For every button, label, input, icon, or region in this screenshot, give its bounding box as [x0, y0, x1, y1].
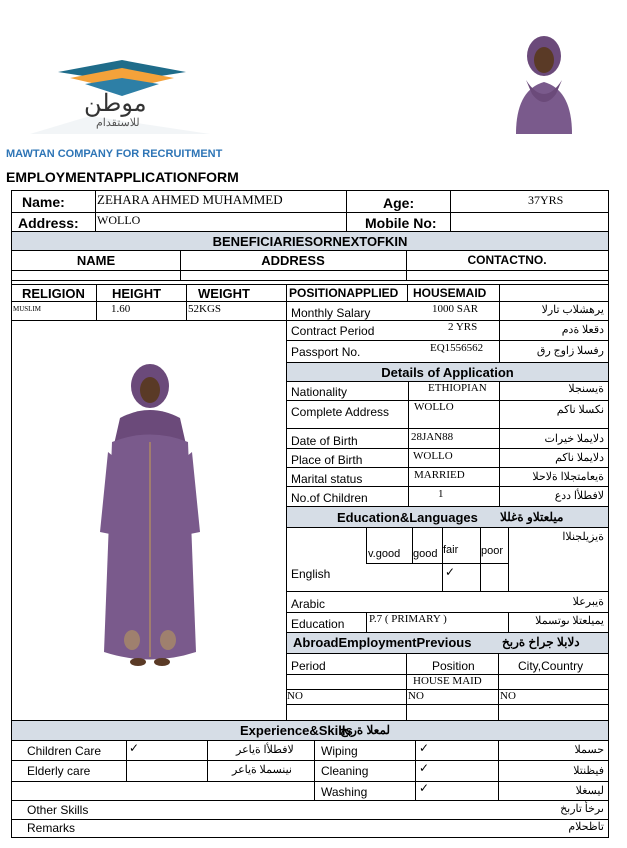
col-divider	[415, 740, 416, 800]
logo-arabic-text: موطن	[84, 91, 147, 117]
children-count-arabic: لافطلأا ددع	[554, 490, 604, 502]
weight-label: WEIGHT	[198, 286, 250, 301]
row-divider	[11, 301, 609, 302]
marital-status-value: MARRIED	[414, 469, 465, 481]
row-divider	[286, 486, 609, 487]
row-divider	[11, 280, 609, 281]
education-level-value: P.7 ( PRIMARY )	[369, 613, 447, 625]
abroad-position-value: HOUSE MAID	[413, 675, 482, 687]
nationality-label: Nationality	[291, 385, 348, 399]
washing-check-icon: ✓	[419, 781, 430, 795]
name-label: Name:	[22, 194, 65, 210]
salary-value: 1000 SAR	[432, 303, 479, 315]
rating-poor: poor	[481, 545, 504, 557]
row-divider	[286, 340, 609, 341]
dob-value: 28JAN88	[411, 431, 454, 443]
row-divider	[11, 837, 609, 838]
company-logo	[30, 38, 210, 138]
salary-arabic: يرهشلاب تارلا	[541, 304, 604, 316]
col-divider	[126, 740, 127, 781]
nationality-arabic: ةيسنجلا	[568, 383, 604, 395]
abroad-city-header: City,Country	[518, 659, 584, 673]
row-divider	[11, 270, 609, 271]
arabic-label: Arabic	[291, 597, 326, 611]
row-divider	[11, 800, 310, 801]
children-care-arabic: لافطلأا ةياعر	[236, 744, 294, 756]
arabic-arabic: ةيبرعلا	[572, 596, 604, 608]
dob-arabic: دلايملا خيرات	[544, 433, 604, 445]
beneficiaries-title: BENEFICIARIESORNEXTOFKIN	[212, 234, 408, 249]
col-divider	[314, 740, 315, 800]
applicant-photo-small	[496, 30, 592, 134]
education-level-label: Education	[291, 617, 345, 631]
beneficiary-contact-header: CONTACTNO.	[467, 253, 547, 267]
height-label: HEIGHT	[112, 286, 162, 301]
religion-label: RELIGION	[22, 286, 85, 301]
col-divider	[480, 527, 481, 591]
wiping-check-icon: ✓	[419, 741, 430, 755]
age-value: 37YRS	[528, 193, 564, 207]
pob-value: WOLLO	[413, 450, 453, 462]
marital-status-label: Marital status	[291, 472, 363, 486]
children-count-label: No.of Children	[291, 491, 368, 505]
col-divider	[366, 612, 367, 632]
col-divider	[498, 653, 499, 720]
form-title: EMPLOYMENTAPPLICATIONFORM	[6, 169, 239, 185]
washing-arabic: ليسغلا	[575, 785, 604, 797]
address-value: WOLLO	[97, 213, 141, 227]
row-divider	[310, 800, 609, 801]
address-label: Address:	[18, 215, 79, 231]
col-divider	[96, 284, 97, 320]
row-divider	[11, 760, 609, 761]
pob-arabic: دلايملا ناكم	[555, 452, 604, 464]
english-fair-check-icon: ✓	[445, 565, 456, 579]
row-divider	[11, 284, 609, 285]
row-divider	[286, 591, 609, 592]
col-divider	[366, 527, 367, 563]
abroad-title: AbroadEmploymentPrevious	[293, 635, 472, 650]
abroad-period-value: NO	[287, 690, 303, 702]
position-label: POSITIONAPPLIED	[289, 286, 399, 300]
complete-address-label: Complete Address	[291, 405, 390, 419]
row-divider	[11, 781, 609, 782]
application-title: Details of Application	[381, 365, 514, 380]
complete-address-arabic: نكسلا ناكم	[556, 404, 604, 416]
complete-address-value: WOLLO	[414, 401, 454, 413]
row-divider	[11, 250, 609, 251]
col-divider	[407, 284, 408, 302]
education-title: Education&Languages	[337, 510, 478, 525]
education-level-arabic: يميلعتلا ىوتسملا	[535, 615, 604, 627]
cleaning-check-icon: ✓	[419, 761, 430, 775]
col-divider	[346, 190, 347, 231]
row-divider	[286, 704, 609, 705]
logo-arabic-subtext: للاستقدام	[96, 117, 140, 129]
other-skills-arabic: ىرخأ تاربخ	[560, 803, 604, 815]
col-divider	[406, 653, 407, 720]
remarks-arabic: تاظحلام	[568, 821, 604, 833]
height-value: 1.60	[111, 303, 131, 315]
abroad-title-arabic: دلابلا جراخ ةربخ	[502, 635, 580, 649]
row-divider	[11, 740, 609, 741]
applicant-photo-full	[12, 322, 284, 694]
row-divider	[286, 689, 609, 690]
row-divider	[366, 563, 508, 564]
english-arabic: ةيزيلجنلاا	[562, 531, 604, 543]
contract-period-arabic: دقعلا ةدم	[561, 324, 604, 336]
row-divider	[286, 467, 609, 468]
row-divider	[11, 190, 609, 191]
wiping-arabic: حسملا	[574, 744, 604, 756]
children-count-value: 1	[438, 488, 444, 500]
children-care-check-icon: ✓	[129, 741, 140, 755]
rating-very-good: v.good	[368, 548, 401, 560]
weight-value: 52KGS	[188, 303, 222, 315]
religion-value: MUSLIM	[13, 305, 42, 313]
col-divider	[450, 190, 451, 231]
dob-label: Date of Birth	[291, 434, 358, 448]
nationality-value: ETHIOPIAN	[428, 382, 487, 394]
education-title-arabic: ميلعتلاو ةغللا	[500, 510, 564, 524]
beneficiary-name-header: NAME	[76, 253, 116, 268]
abroad-period-header: Period	[291, 659, 326, 673]
row-divider	[286, 653, 609, 654]
col-divider	[286, 284, 287, 720]
salary-label: Monthly Salary	[291, 306, 371, 320]
passport-label: Passport No.	[291, 345, 361, 359]
remarks-label: Remarks	[27, 821, 76, 835]
passport-value: EQ1556562	[430, 342, 484, 354]
row-divider	[286, 527, 609, 528]
elderly-care-label: Elderly care	[27, 764, 91, 778]
name-value: ZEHARA AHMED MUHAMMED	[97, 192, 283, 207]
marital-status-arabic: ةيعامتجلاا ةلاحلا	[532, 471, 604, 483]
washing-label: Washing	[321, 785, 368, 799]
mobile-label: Mobile No:	[365, 215, 437, 231]
rating-good: good	[413, 548, 438, 560]
experience-title-arabic: لمعلا ةربخ	[340, 723, 391, 737]
abroad-position-header: Position	[432, 659, 475, 673]
passport-arabic: رفسلا زاوج رق	[536, 345, 604, 357]
position-value: HOUSEMAID	[413, 286, 487, 300]
experience-title: Experience&Skills	[240, 723, 353, 738]
row-divider	[11, 819, 609, 820]
rating-fair: fair	[443, 544, 459, 556]
wiping-label: Wiping	[321, 744, 358, 758]
col-divider	[442, 527, 443, 591]
abroad-position-value-2: NO	[408, 690, 424, 702]
col-divider	[207, 740, 208, 781]
english-label: English	[291, 567, 331, 581]
row-divider	[11, 320, 286, 321]
company-name: MAWTAN COMPANY FOR RECRUITMENT	[6, 148, 223, 160]
col-divider	[95, 190, 96, 231]
abroad-city-value: NO	[500, 690, 516, 702]
elderly-care-arabic: نينسملا ةياعر	[232, 764, 292, 776]
row-divider	[286, 612, 609, 613]
contract-period-value: 2 YRS	[448, 321, 478, 333]
col-divider	[186, 284, 187, 320]
contract-period-label: Contract Period	[291, 324, 375, 338]
other-skills-label: Other Skills	[27, 803, 89, 817]
children-care-label: Children Care	[27, 744, 102, 758]
cleaning-arabic: فيظنتلا	[573, 765, 604, 777]
row-divider	[286, 428, 609, 429]
age-label: Age:	[383, 195, 415, 211]
beneficiary-address-header: ADDRESS	[261, 253, 325, 268]
pob-label: Place of Birth	[291, 453, 363, 467]
cleaning-label: Cleaning	[321, 764, 369, 778]
row-divider	[286, 448, 609, 449]
